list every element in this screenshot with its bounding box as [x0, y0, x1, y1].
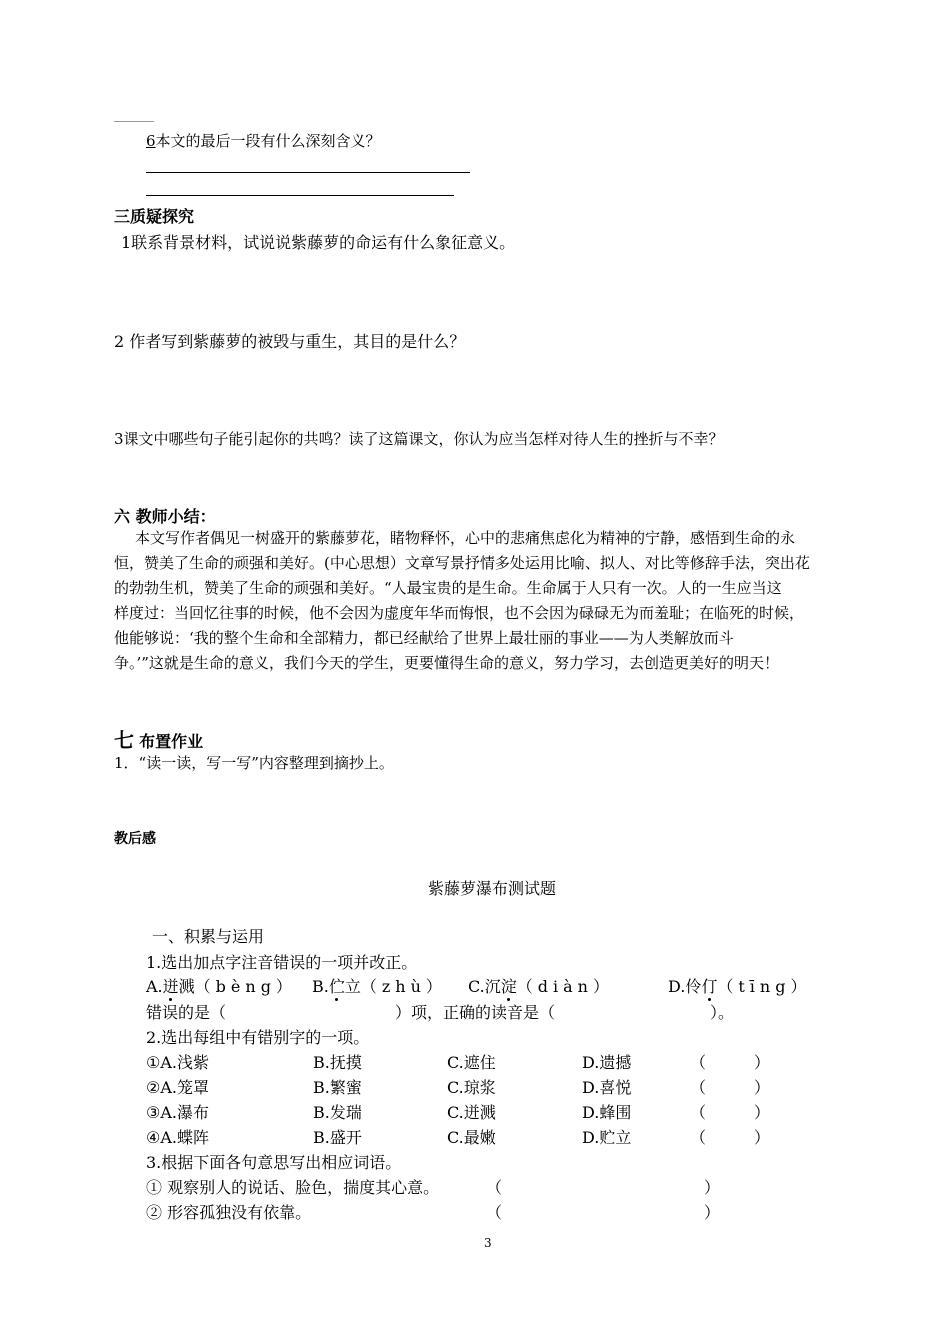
quiz-title: 紫藤萝瀑布测试题 [428, 879, 557, 898]
summary-line: 恒，赞美了生命的顽强和美好。(中心思想）文章写景抒情多处运用比喻、拟人、对比等修辞手法，突出花 [114, 554, 810, 572]
section-title: 布置作业 [139, 732, 204, 751]
answer-paren-open: （ [486, 1178, 503, 1197]
part-heading: 一、积累与运用 [152, 927, 265, 946]
answer-paren-open: （ [486, 1203, 503, 1222]
question-stem: 3.根据下面各句意思写出相应词语。 [146, 1153, 402, 1172]
answer-paren: （ ） [690, 1078, 771, 1097]
word-item: ① 观察别人的说话、脸色，揣度其心意。 [146, 1178, 440, 1197]
option-b: B.盛开 [313, 1128, 362, 1147]
after-teaching-label: 教后感 [114, 831, 156, 847]
answer-paren: （ ） [690, 1053, 771, 1072]
option-b: B.发瑞 [313, 1103, 362, 1122]
header-rule [114, 121, 154, 122]
question-text: 1联系背景材料，试说说紫藤萝的命运有什么象征意义。 [121, 233, 516, 252]
option-c: C.遮住 [447, 1053, 496, 1072]
word-item: ② 形容孤独没有依靠。 [146, 1203, 312, 1222]
question-stem: 1.选出加点字注音错误的一项并改正。 [146, 953, 418, 972]
option-label: ③A.瀑布 [146, 1103, 209, 1122]
answer-line [146, 195, 454, 196]
option-b: B.繁蜜 [313, 1078, 362, 1097]
option-c: C.琼浆 [447, 1078, 496, 1097]
question-text: 2 作者写到紫藤萝的被毁与重生，其目的是什么？ [114, 332, 466, 351]
section-heading: 三质疑探究 [114, 207, 195, 226]
question-text: 本文的最后一段有什么深刻含义？ [155, 132, 381, 150]
option-c: C.最嫩 [447, 1128, 496, 1147]
section-heading: 六 教师小结： [114, 507, 216, 526]
option-b: B.抚摸 [313, 1053, 362, 1072]
choice-a: A.迸溅（bèng） [146, 977, 297, 996]
answer-paren-close: ） [704, 1178, 721, 1197]
answer-blank-label: 错误的是（ [146, 1003, 227, 1022]
option-d: D.遗撼 [582, 1053, 632, 1072]
choice-c: C.沉淀（diàn） [468, 977, 614, 996]
summary-line: 他能够说：‘我的整个生命和全部精力，都已经献给了世界上最壮丽的事业——为人类解放而斗 [114, 629, 734, 647]
question-number: 6 [146, 132, 156, 150]
option-label: ④A.蝶阵 [146, 1128, 209, 1147]
summary-line: 本文写作者偶见一树盛开的紫藤萝花，睹物释怀，心中的悲痛焦虑化为精神的宁静，感悟到生命的永 [135, 529, 796, 547]
homework-item: 1．“读一读，写一写”内容整理到摘抄上。 [114, 754, 394, 772]
option-d: D.喜悦 [582, 1078, 632, 1097]
summary-line: 的勃勃生机，赞美了生命的顽强和美好。“人最宝贵的是生命。生命属于人只有一次。人的一生应当这 [114, 579, 782, 597]
option-c: C.迸溅 [447, 1103, 496, 1122]
question-stem: 2.选出每组中有错别字的一项。 [146, 1028, 370, 1047]
page-number: 3 [484, 1236, 492, 1250]
summary-line: 样度过：当回忆往事的时候，他不会因为虚度年华而悔恨，也不会因为碌碌无为而羞耻；在临死的时候， [114, 604, 805, 622]
choice-b: B.伫立（zhù） [312, 977, 447, 996]
option-label: ②A.笼罩 [146, 1078, 209, 1097]
option-label: ①A.浅紫 [146, 1053, 209, 1072]
choice-d: D.伶仃（tīng） [668, 977, 812, 996]
answer-paren: （ ） [690, 1128, 771, 1147]
answer-blank-label: ）项，正确的读音是（ [395, 1003, 556, 1022]
section-number: 七 [114, 728, 134, 752]
answer-paren-close: ） [704, 1203, 721, 1222]
option-d: D.蜂围 [582, 1103, 632, 1122]
question-6 [146, 130, 381, 151]
summary-line: 争。’”这就是生命的意义，我们今天的学生，更要懂得生命的意义，努力学习，去创造更美好的明天！ [114, 654, 779, 672]
option-d: D.贮立 [582, 1128, 632, 1147]
section-heading [114, 724, 203, 753]
answer-blank-label: ）。 [710, 1003, 735, 1022]
answer-line [146, 172, 470, 173]
question-text: 3课文中哪些句子能引起你的共鸣？读了这篇课文，你认为应当怎样对待人生的挫折与不幸？ [114, 430, 724, 448]
answer-paren: （ ） [690, 1103, 771, 1122]
